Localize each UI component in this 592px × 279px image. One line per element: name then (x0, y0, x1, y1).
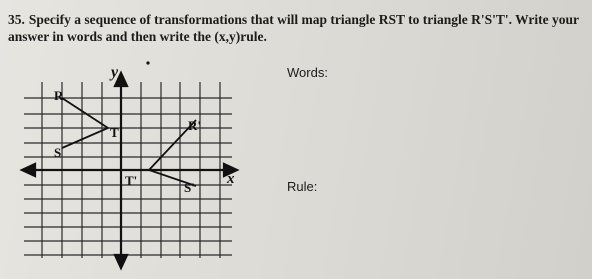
point-label-T: T (110, 125, 119, 140)
triangle-RST (62, 98, 108, 148)
question-line-1-text: Specify a sequence of transformations that will map triangle RST to triangle R'S'T'. Write your (28, 12, 579, 27)
point-label-S: S (54, 145, 62, 160)
stray-dot (146, 61, 149, 64)
x-axis-label: x (227, 171, 235, 187)
point-label-S-prime: S' (184, 180, 195, 195)
point-label-R: R (54, 88, 64, 103)
question-line-2: answer in words and then write the (x,y)rule. (8, 29, 267, 44)
words-answer-area[interactable] (287, 84, 577, 164)
words-label: Words: (287, 65, 328, 80)
point-label-T-prime: T' (125, 173, 138, 188)
point-label-R-prime: R' (188, 118, 201, 133)
x-axis-arrow-left (22, 164, 35, 176)
rule-answer-area[interactable] (287, 198, 577, 268)
y-axis-arrow-bottom (115, 255, 127, 268)
rule-label: Rule: (287, 179, 318, 194)
y-axis-label: y (111, 64, 119, 81)
question-number: 35. (8, 12, 25, 27)
triangle-RST-outline (62, 98, 108, 148)
